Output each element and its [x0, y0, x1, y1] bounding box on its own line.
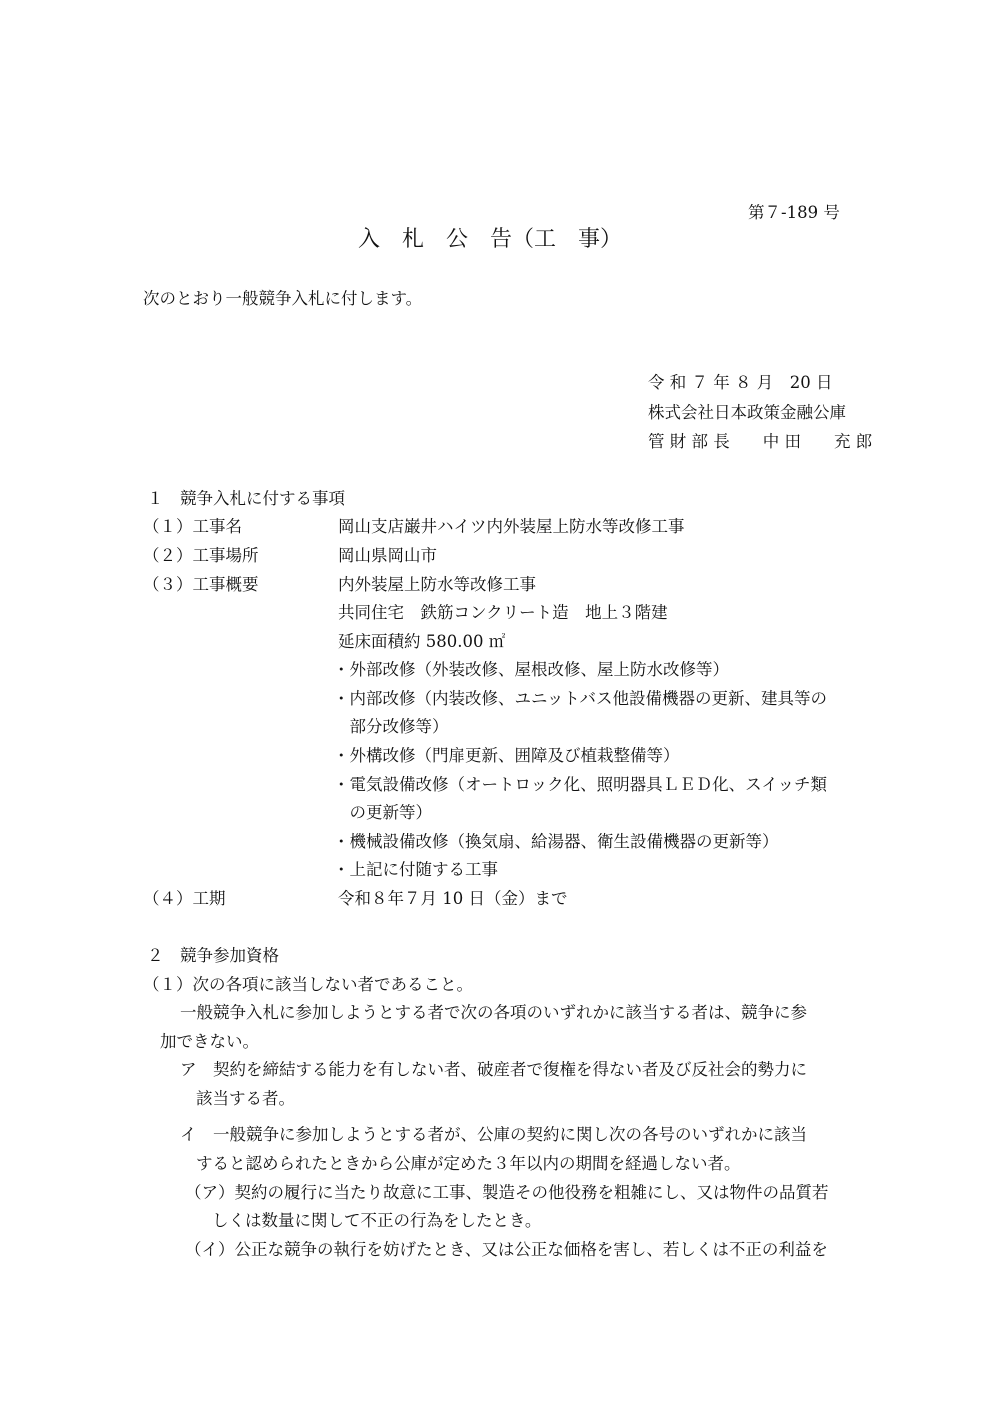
document-number: 第７-189 号	[748, 203, 840, 222]
item-value-work-location: 岡山県岡山市	[338, 546, 437, 565]
item-label-work-period: （４）工期	[143, 889, 226, 908]
page-title: 入 札 公 告（工 事）	[358, 227, 623, 252]
paragraph-line: ア 契約を締結する能力を有しない者、破産者で復権を得ない者及び反社会的勢力に	[180, 1060, 807, 1079]
overview-line: ・電気設備改修（オートロック化、照明器具ＬＥＤ化、スイッチ類	[333, 775, 828, 794]
issuer-person: 管 財 部 長 中 田 充 郎	[648, 432, 873, 451]
issue-date: 令 和 ７ 年 ８ 月 20 日	[648, 373, 833, 392]
paragraph-line: イ 一般競争に参加しようとする者が、公庫の契約に関し次の各号のいずれかに該当	[180, 1125, 807, 1144]
item-label-work-overview: （３）工事概要	[143, 575, 259, 594]
overview-line: ・上記に付随する工事	[333, 860, 498, 879]
section-1-heading: １ 競争入札に付する事項	[147, 489, 345, 508]
paragraph-line: しくは数量に関して不正の行為をしたとき。	[212, 1211, 542, 1230]
paragraph-line: 一般競争入札に参加しようとする者で次の各項のいずれかに該当する者は、競争に参	[180, 1003, 807, 1022]
paragraph-line: 加できない。	[160, 1032, 259, 1051]
overview-line: 共同住宅 鉄筋コンクリート造 地上３階建	[338, 603, 668, 622]
overview-line: ・機械設備改修（換気扇、給湯器、衛生設備機器の更新等）	[333, 832, 779, 851]
overview-line: 部分改修等）	[333, 717, 449, 736]
paragraph-line: （ア）契約の履行に当たり故意に工事、製造その他役務を粗雑にし、又は物件の品質若	[185, 1183, 829, 1202]
item-label-work-name: （１）工事名	[143, 517, 242, 536]
issuer-organization: 株式会社日本政策金融公庫	[648, 403, 846, 422]
overview-line: ・内部改修（内装改修、ユニットバス他設備機器の更新、建具等の	[333, 689, 828, 708]
paragraph-line: 該当する者。	[196, 1089, 295, 1108]
paragraph-line: （１）次の各項に該当しない者であること。	[143, 975, 473, 994]
item-label-work-location: （２）工事場所	[143, 546, 259, 565]
section-2-heading: ２ 競争参加資格	[147, 946, 279, 965]
overview-line: ・外構改修（門扉更新、囲障及び植栽整備等）	[333, 746, 680, 765]
intro-text: 次のとおり一般競争入札に付します。	[143, 289, 423, 308]
paragraph-line: （イ）公正な競争の執行を妨げたとき、又は公正な価格を害し、若しくは不正の利益を	[185, 1240, 828, 1259]
overview-line: の更新等）	[333, 803, 432, 822]
item-value-work-overview: 内外装屋上防水等改修工事	[338, 575, 536, 594]
overview-line: ・外部改修（外装改修、屋根改修、屋上防水改修等）	[333, 660, 729, 679]
item-value-work-period: 令和８年７月 10 日（金）まで	[338, 889, 568, 908]
item-value-work-name: 岡山支店巌井ハイツ内外装屋上防水等改修工事	[338, 517, 685, 536]
overview-line: 延床面積約 580.00 ㎡	[338, 632, 506, 651]
paragraph-line: すると認められたときから公庫が定めた３年以内の期間を経過しない者。	[196, 1154, 741, 1173]
